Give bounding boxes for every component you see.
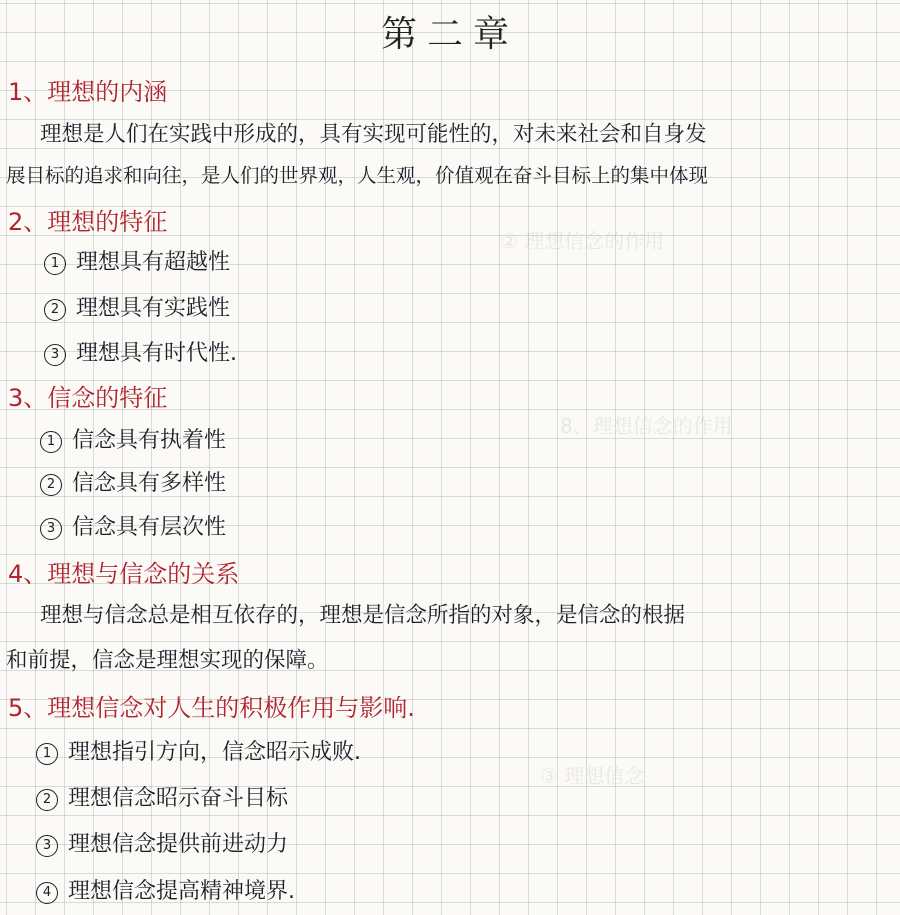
list-item-text: 理想信念昭示奋斗目标 — [68, 786, 289, 811]
circled-number: 2 — [44, 299, 66, 321]
list-item-text: 理想信念提供前进动力 — [68, 832, 289, 857]
section-4-paragraph-line: 和前提，信念是理想实现的保障。 — [6, 648, 329, 673]
list-item — [44, 291, 230, 322]
section-4-heading: 4、理想与信念的关系 — [8, 560, 240, 588]
list-item — [36, 827, 288, 858]
circled-number: 4 — [36, 882, 58, 904]
list-item-text: 理想信念提高精神境界. — [68, 879, 295, 904]
circled-number: 3 — [44, 344, 66, 366]
list-item-text: 理想指引方向，信念昭示成败. — [68, 740, 361, 765]
circled-number: 2 — [40, 474, 62, 496]
list-item-text: 信念具有层次性 — [72, 515, 227, 540]
circled-number: 3 — [40, 518, 62, 540]
bleed-through: ③ 理想信念 — [540, 764, 645, 788]
list-item-text: 理想具有时代性. — [76, 341, 237, 366]
list-item — [36, 735, 361, 766]
circled-number: 1 — [40, 431, 62, 453]
list-item — [40, 510, 226, 541]
list-item — [40, 466, 226, 497]
list-item — [44, 336, 237, 367]
bleed-through: 8、理想信念的作用 — [560, 414, 733, 438]
circled-number: 2 — [36, 789, 58, 811]
list-item — [40, 423, 226, 454]
circled-number: 3 — [36, 835, 58, 857]
section-1-heading: 1、理想的内涵 — [8, 78, 168, 106]
circled-number: 1 — [36, 743, 58, 765]
list-item-text: 理想具有超越性 — [76, 250, 231, 275]
section-5-heading: 5、理想信念对人生的积极作用与影响. — [8, 694, 415, 722]
list-item — [44, 245, 230, 276]
list-item-text: 信念具有多样性 — [72, 471, 227, 496]
section-1-paragraph-line: 展目标的追求和向往，是人们的世界观，人生观，价值观在奋斗目标上的集中体现 — [6, 164, 709, 187]
list-item — [36, 781, 288, 812]
circled-number: 1 — [44, 253, 66, 275]
bleed-through: ② 理想信念的作用 — [500, 229, 665, 253]
section-3-heading: 3、信念的特征 — [8, 384, 168, 412]
list-item-text: 信念具有执着性 — [72, 428, 227, 453]
section-2-heading: 2、理想的特征 — [8, 208, 168, 236]
chapter-title: 第二章 — [380, 14, 519, 55]
list-item — [36, 874, 295, 905]
list-item-text: 理想具有实践性 — [76, 296, 231, 321]
section-1-paragraph-line: 理想是人们在实践中形成的，具有实现可能性的，对未来社会和自身发 — [40, 122, 707, 147]
section-4-paragraph-line: 理想与信念总是相互依存的，理想是信念所指的对象，是信念的根据 — [40, 603, 686, 628]
